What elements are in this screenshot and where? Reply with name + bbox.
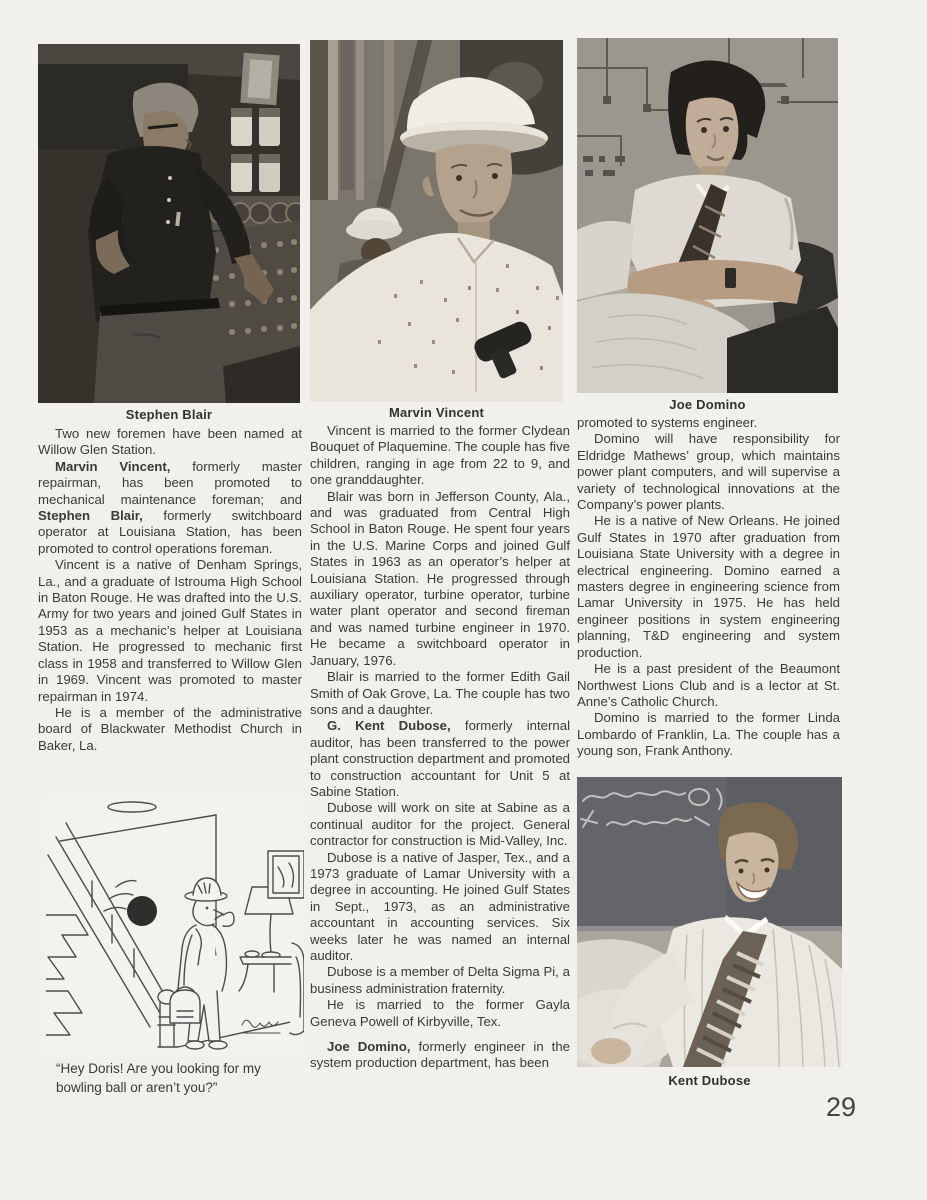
- paragraph: Dubose will work on site at Sabine as a continual auditor for the project. General contractor for construction is Mid-Valley, Inc.: [310, 800, 570, 849]
- paragraph: He is a native of New Orleans. He joined Gulf States in 1970 after graduation from Louisiana State University with a degree in electrical engineering. Domino earned a masters degree in engineering science from Lamar University in 1975. He has held engineer positions in system engineering planning, T&D engineering and system production.: [577, 513, 840, 660]
- article-column-middle: [310, 423, 570, 1072]
- photo-joe-domino-art: [577, 38, 838, 393]
- article-column-right: [577, 415, 840, 760]
- paragraph: Vincent is a native of Denham Springs, La., and a graduate of Istrouma High School in Baton Rouge. He was drafted into the U.S. Army for two years and joined Gulf States in 1953 as a mechanic’s helper at Louisiana Station. He progressed to mechanic first class in 1958 and transferred to Willow Glen in 1969. Vincent was promoted to master repairman in 1974.: [38, 557, 302, 704]
- paragraph: Blair is married to the former Edith Gail Smith of Oak Grove, La. The couple has two sons and a daughter.: [310, 669, 570, 717]
- paragraph: promoted to systems engineer.: [577, 415, 758, 430]
- paragraph: Marvin Vincent, formerly master repairman, has been promoted to mechanical maintenance foreman; and Stephen Blair, formerly switchboard operator at Louisiana Station, has been promoted to control operations foreman.: [38, 458, 302, 556]
- photo-stephen-blair: [38, 44, 300, 403]
- photo-caption-joe-domino: Joe Domino: [669, 397, 746, 412]
- paragraph: Domino is married to the former Linda Lombardo of Franklin, La. The couple has a young son, Frank Anthony.: [577, 710, 840, 759]
- panel-paper: [240, 53, 279, 105]
- paragraph: He is a member of the administrative board of Blackwater Methodist Church in Baker, La.: [38, 704, 302, 753]
- cartoon-caption-line2: bowling ball or aren’t you?”: [56, 1079, 218, 1095]
- paragraph: Dubose is a member of Delta Sigma Pi, a business administration fraternity.: [310, 964, 570, 996]
- armchair: [290, 943, 304, 1035]
- photo-joe-domino: [577, 38, 838, 393]
- paragraph: Dubose is a native of Jasper, Tex., and a 1973 graduate of Lamar University with a degree in accounting. He joined Gulf States in Sept., 1973, as an administrative accountant in accounting services. Six weeks later he was named an internal auditor.: [310, 849, 570, 963]
- photo-marvin-vincent: [310, 40, 563, 402]
- article-column-left: [38, 426, 302, 754]
- paragraph: Vincent is married to the former Clydean Bouquet of Plaquemine. The couple has five children, ranging in age from 22 to 9, and one granddaughter.: [310, 423, 570, 488]
- wall-picture: [268, 851, 304, 898]
- bowling-bag: [170, 990, 200, 1023]
- cartoon-caption-line1: “Hey Doris! Are you looking for my: [56, 1061, 261, 1076]
- cartoon-art: [46, 795, 304, 1057]
- photo-kent-dubose-art: [577, 777, 842, 1067]
- photo-kent-dubose: [577, 777, 842, 1067]
- photo-caption-kent-dubose: Kent Dubose: [668, 1073, 751, 1088]
- cartoon-caption: [56, 1060, 306, 1097]
- photo-caption-stephen-blair: Stephen Blair: [125, 407, 213, 422]
- paragraph: Two new foremen have been named at Willow Glen Station.: [38, 426, 302, 458]
- paragraph: He is married to the former Gayla Geneva Powell of Kirbyville, Tex.: [310, 997, 570, 1029]
- paragraph: G. Kent Dubose, formerly internal auditor, has been transferred to the power plant construction department and promoted to construction accountant for Unit 5 at Sabine Station.: [310, 718, 570, 799]
- photo-stephen-blair-art: [38, 44, 300, 403]
- photo-caption-marvin-vincent: Marvin Vincent: [388, 405, 485, 420]
- cartoon-illustration: [46, 795, 304, 1057]
- paragraph: He is a past president of the Beaumont Northwest Lions Club and is a lector at St. Anne’s Catholic Church.: [577, 661, 840, 709]
- photo-marvin-vincent-art: [310, 40, 563, 402]
- paragraph: Joe Domino, formerly engineer in the system production department, has been: [310, 1039, 570, 1071]
- paragraph: Domino will have responsibility for Eldridge Mathews’ group, which maintains power plant computers, and will supervise a variety of technological innovations at the Company’s power plants.: [577, 431, 840, 513]
- page-number: 29: [825, 1092, 856, 1122]
- paragraph: Blair was born in Jefferson County, Ala., and was graduated from Central High School in Baton Rouge. He spent four years in the U.S. Marine Corps and joined Gulf States in 1963 as an operator’s helper at Louisiana Station. He progressed through auxiliary operator, turbine operator, turbine water plant operator and second fireman and was named turbine engineer in 1970. He became a switchboard operator in January, 1976.: [310, 488, 570, 668]
